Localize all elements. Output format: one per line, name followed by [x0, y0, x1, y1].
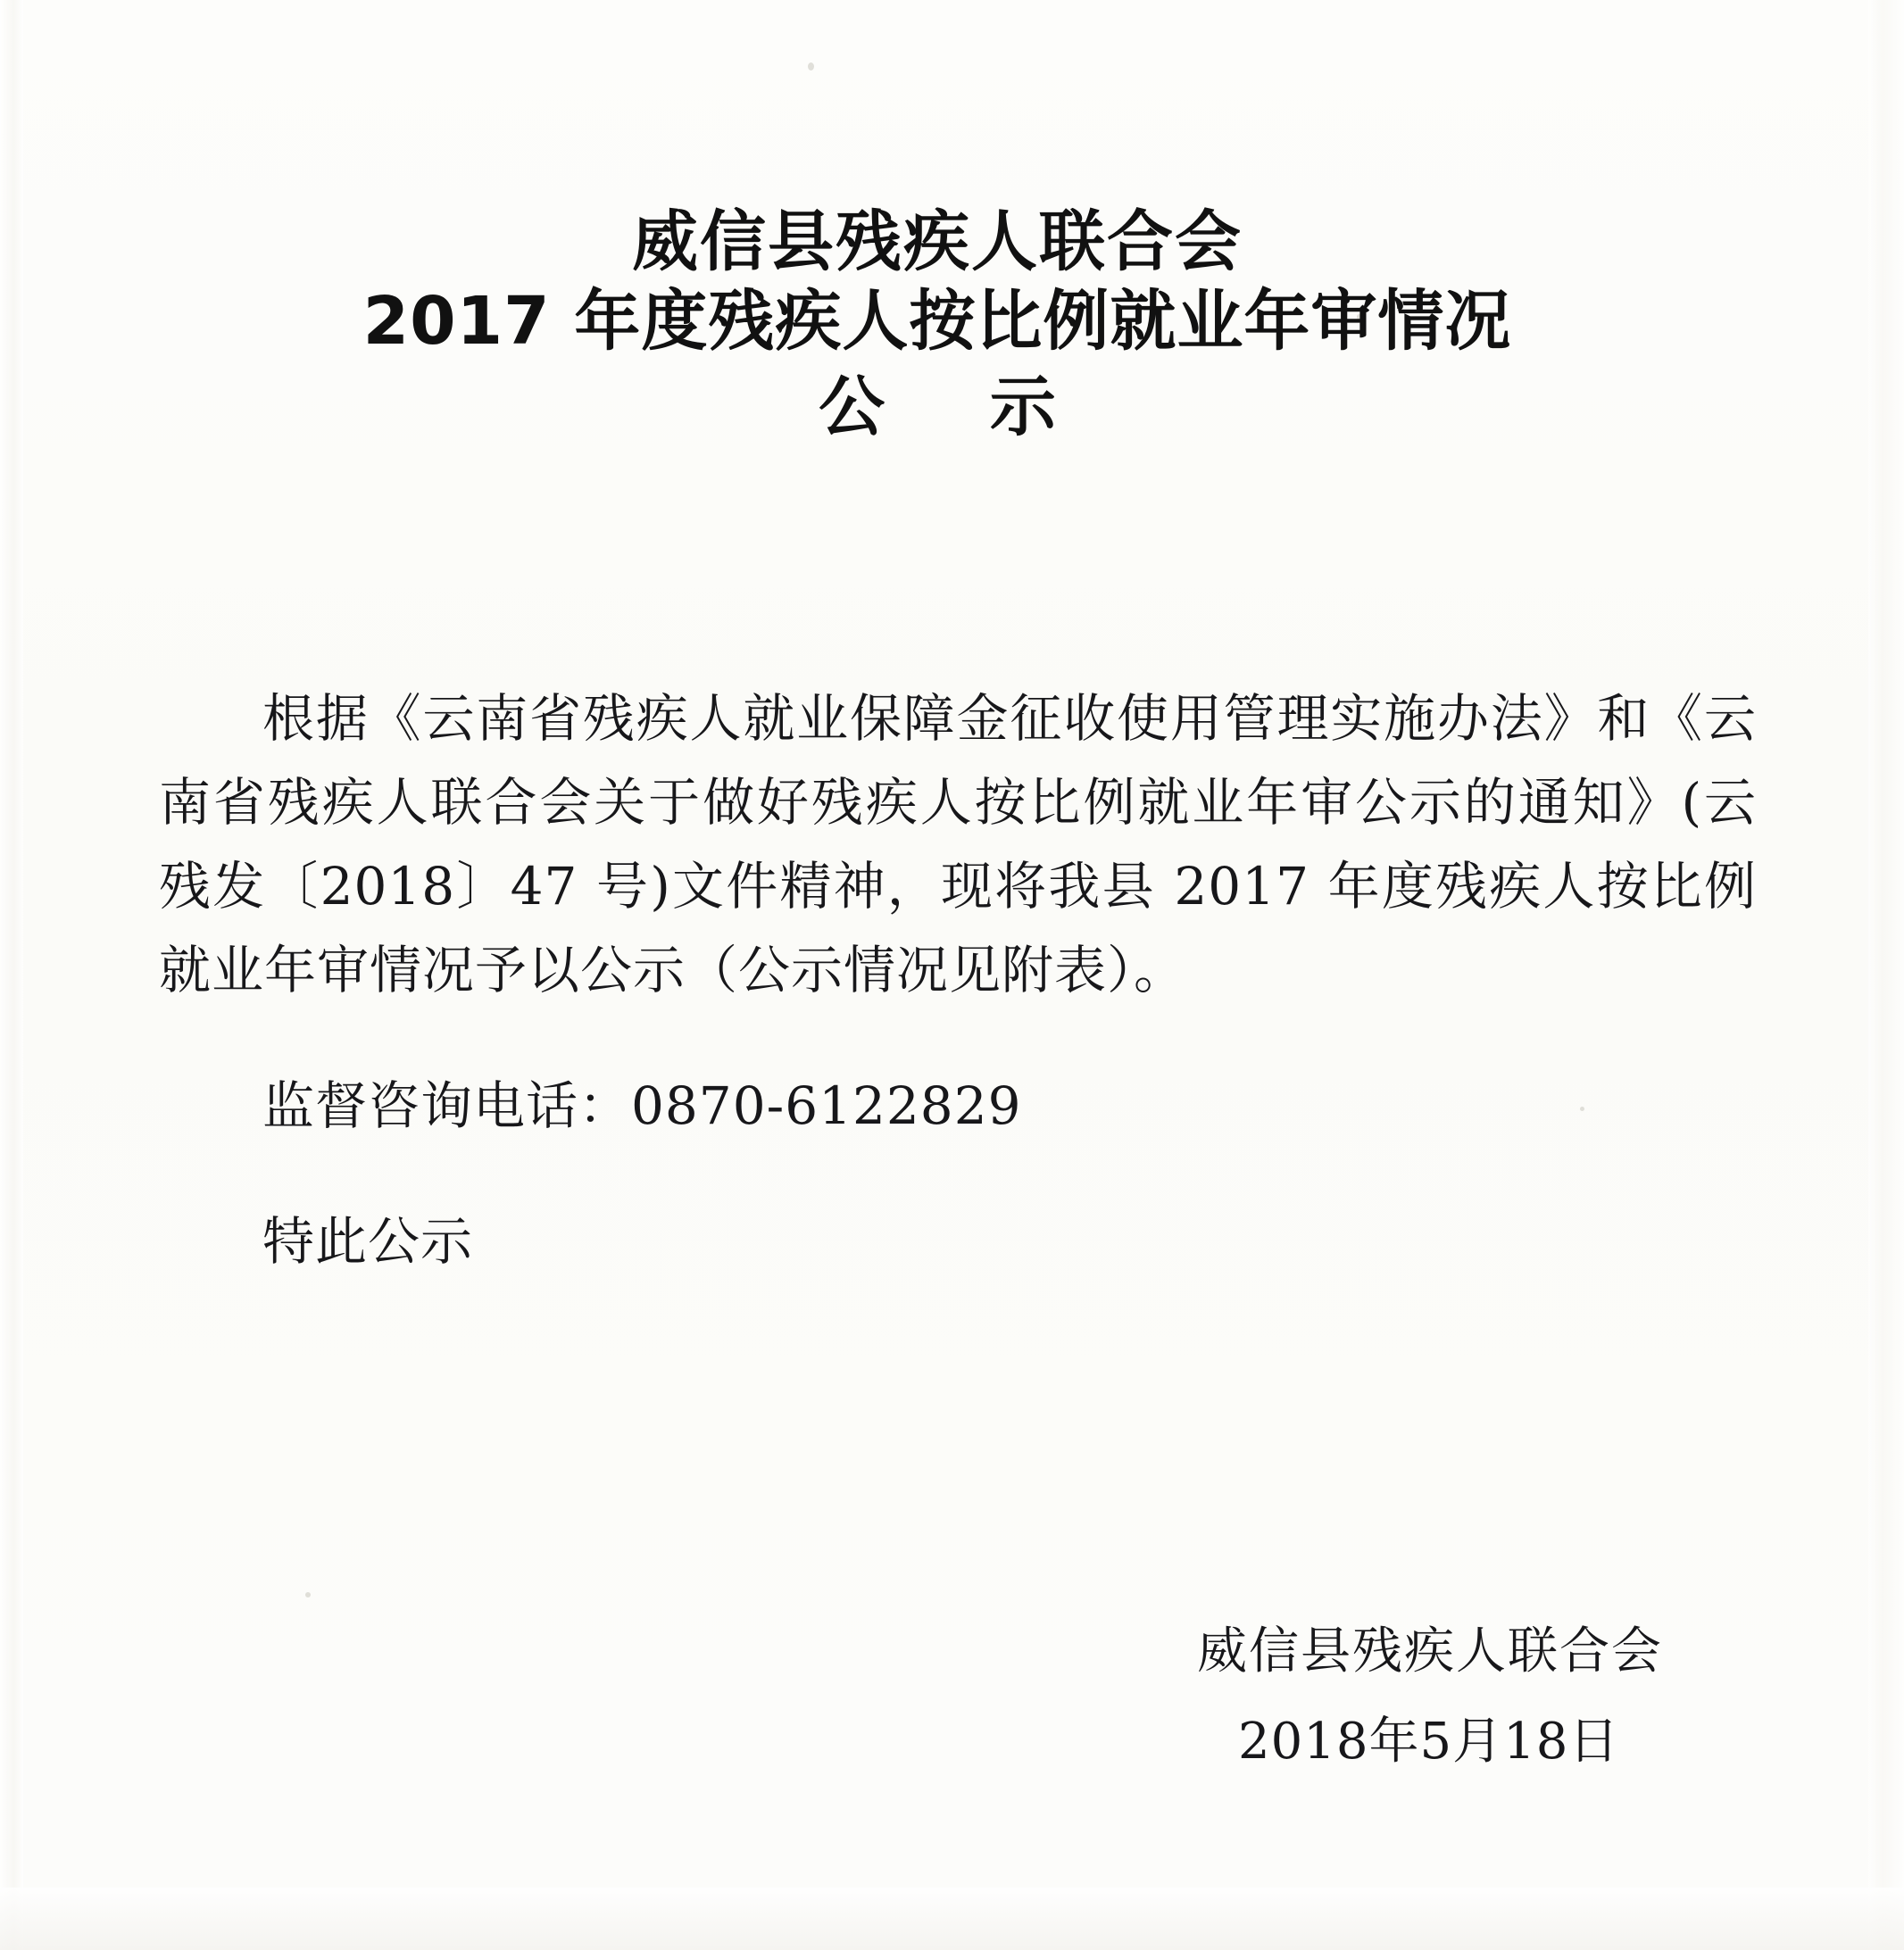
- title-line-3: 公 示: [819, 368, 1097, 445]
- contact-phone-line: 监督咨询电话：0870-6122829: [262, 1075, 1022, 1136]
- signature-block: [1197, 1618, 1663, 1776]
- closing-line: 特此公示: [262, 1211, 474, 1272]
- signature-organization: 威信县残疾人联合会: [1197, 1622, 1663, 1680]
- title-line-2: 2017 年度残疾人按比例就业年审情况: [362, 283, 1512, 361]
- title-line-1: 威信县残疾人联合会: [632, 203, 1243, 280]
- document-body: [159, 625, 1757, 1335]
- signature-date: 2018年5月18日: [1238, 1713, 1620, 1772]
- body-paragraph-main: 根据《云南省残疾人就业保障金征收使用管理实施办法》和《云南省残疾人联合会关于做好残疾人按比例就业年审公示的通知》(云残发〔2018〕47 号)文件精神，现将我县 2017 年度残疾人按比例就业年审情况予以公示（公示情况见附表）。: [159, 688, 1757, 1000]
- document-title: [179, 203, 1696, 448]
